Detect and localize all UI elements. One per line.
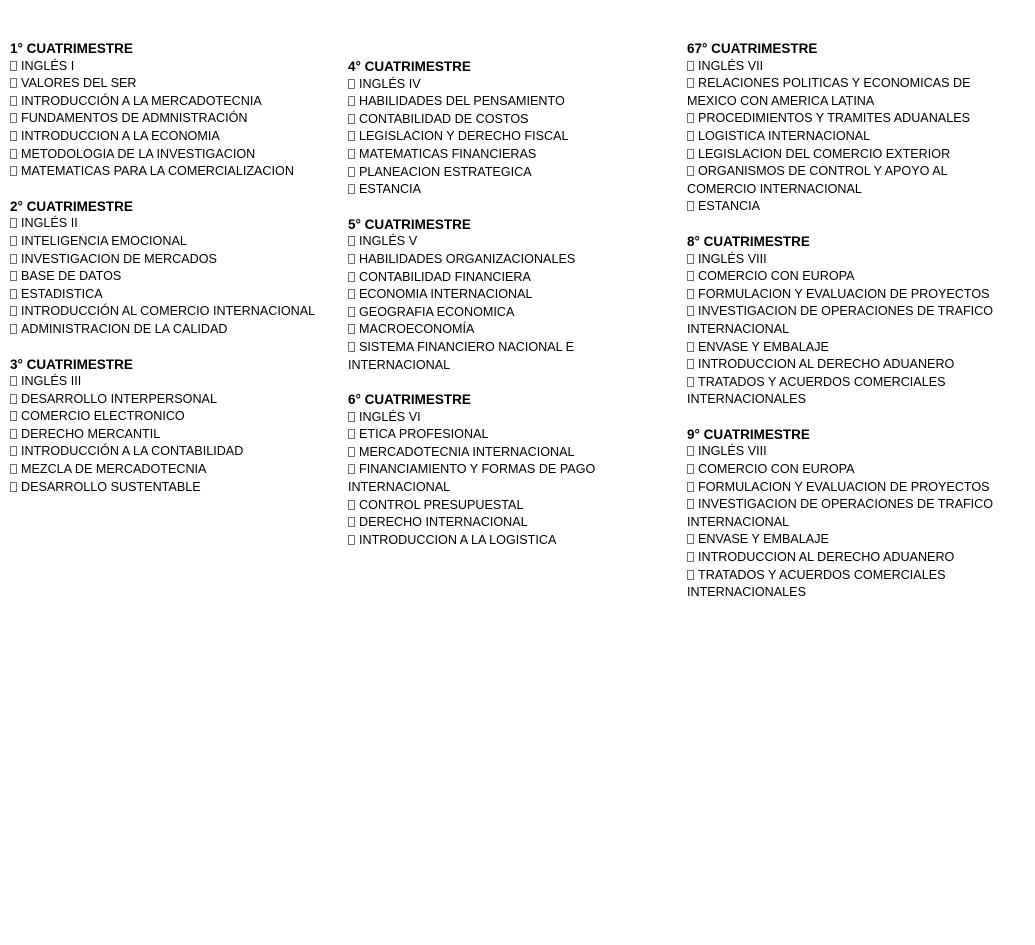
subject-label: FORMULACION Y EVALUACION DE PROYECTOS [698,286,990,301]
subject-label: MEZCLA DE MERCADOTECNIA [21,462,207,477]
term-section [348,216,673,374]
subject-item [687,531,1017,549]
subject-label: ADMINISTRACION DE LA CALIDAD [21,321,228,336]
missing-glyph-bullet-icon [10,113,17,123]
subject-item [10,303,330,321]
subject-item [687,356,1017,374]
subject-item [687,303,1017,338]
subject-item [10,93,330,111]
missing-glyph-bullet-icon [348,236,355,246]
missing-glyph-bullet-icon [10,78,17,88]
term-section [687,426,1017,602]
subject-label: ENVASE Y EMBALAJE [698,339,829,354]
subject-label: FUNDAMENTOS DE ADMNISTRACIÓN [21,111,248,126]
missing-glyph-bullet-icon [348,464,355,474]
subject-item [687,479,1017,497]
missing-glyph-bullet-icon [687,499,694,509]
missing-glyph-bullet-icon [348,96,355,106]
subject-item [10,110,330,128]
subject-label: INGLÉS VI [359,409,421,424]
subject-label: INGLÉS VII [698,58,764,73]
subject-item [348,409,673,427]
missing-glyph-bullet-icon [10,61,17,71]
subject-label: INGLÉS VIII [698,251,767,266]
subject-item [10,286,330,304]
missing-glyph-bullet-icon [10,166,17,176]
term-title: 1° CUATRIMESTRE [10,41,133,56]
missing-glyph-bullet-icon [348,412,355,422]
subject-label: MACROECONOMÍA [359,322,475,337]
term-title: 67° CUATRIMESTRE [687,41,818,56]
subject-list [10,373,330,496]
term-title: 6° CUATRIMESTRE [348,392,471,408]
subject-item [687,496,1017,531]
subject-item [348,128,673,146]
subject-item [348,321,673,339]
subject-item [10,321,330,339]
subject-label: INGLÉS VIII [698,444,767,459]
subject-label: METODOLOGIA DE LA INVESTIGACION [21,146,256,161]
missing-glyph-bullet-icon [10,464,17,474]
subject-label: CONTROL PRESUPUESTAL [359,497,524,512]
subject-label: MATEMATICAS PARA LA COMERCIALIZACION [21,164,294,179]
column-1 [10,40,330,513]
subject-label: COMERCIO CON EUROPA [698,462,855,477]
subject-item [348,286,673,304]
subject-item [10,373,330,391]
subject-item [10,479,330,497]
subject-item [687,128,1017,146]
subject-label: PROCEDIMIENTOS Y TRAMITES ADUANALES [698,111,971,126]
subject-label: TRATADOS Y ACUERDOS COMERCIALES INTERNACIONALES [687,374,946,407]
missing-glyph-bullet-icon [687,254,694,264]
subject-label: INTRODUCCION AL DERECHO ADUANERO [698,550,955,565]
subject-label: ESTANCIA [359,182,422,197]
missing-glyph-bullet-icon [348,307,355,317]
subject-label: INGLÉS III [21,374,82,389]
subject-item [348,444,673,462]
missing-glyph-bullet-icon [10,306,17,316]
subject-label: LEGISLACION DEL COMERCIO EXTERIOR [698,146,951,161]
subject-item [348,76,673,94]
missing-glyph-bullet-icon [348,289,355,299]
term-section [348,58,673,199]
missing-glyph-bullet-icon [687,113,694,123]
subject-label: MATEMATICAS FINANCIERAS [359,146,537,161]
term-section [10,40,330,181]
subject-label: ESTANCIA [698,199,761,214]
subject-item [348,426,673,444]
subject-item [348,146,673,164]
missing-glyph-bullet-icon [687,149,694,159]
term-section [687,233,1017,409]
missing-glyph-bullet-icon [10,446,17,456]
missing-glyph-bullet-icon [348,131,355,141]
missing-glyph-bullet-icon [10,236,17,246]
missing-glyph-bullet-icon [687,201,694,211]
subject-label: DESARROLLO INTERPERSONAL [21,391,217,406]
subject-item [10,75,330,93]
subject-item [687,461,1017,479]
subject-list [687,251,1017,409]
missing-glyph-bullet-icon [687,78,694,88]
subject-item [10,391,330,409]
subject-item [348,497,673,515]
term-title: 3° CUATRIMESTRE [10,356,133,372]
subject-item [687,339,1017,357]
subject-item [687,198,1017,216]
subject-item [687,146,1017,164]
subject-label: MERCADOTECNIA INTERNACIONAL [359,444,575,459]
subject-item [687,75,1017,110]
missing-glyph-bullet-icon [687,534,694,544]
subject-label: LEGISLACION Y DERECHO FISCAL [359,129,569,144]
subject-label: CONTABILIDAD FINANCIERA [359,269,531,284]
missing-glyph-bullet-icon [348,517,355,527]
subject-label: DERECHO INTERNACIONAL [359,515,528,530]
subject-item [348,514,673,532]
missing-glyph-bullet-icon [687,289,694,299]
subject-item [10,215,330,233]
subject-item [687,58,1017,76]
missing-glyph-bullet-icon [348,79,355,89]
missing-glyph-bullet-icon [10,411,17,421]
term-section [687,40,1017,216]
term-title: 8° CUATRIMESTRE [687,233,810,249]
missing-glyph-bullet-icon [687,359,694,369]
subject-item [348,304,673,322]
subject-label: INGLÉS I [21,58,75,73]
subject-label: ORGANISMOS DE CONTROL Y APOYO AL COMERCIO INTERNACIONAL [687,164,948,196]
subject-item [348,181,673,199]
subject-item [348,251,673,269]
column-3 [687,40,1017,619]
missing-glyph-bullet-icon [10,289,17,299]
subject-item [348,532,673,550]
missing-glyph-bullet-icon [348,535,355,545]
subject-label: ECONOMIA INTERNACIONAL [359,287,533,302]
subject-label: INGLÉS II [21,216,78,231]
term-section [10,356,330,497]
subject-label: INTRODUCCION AL DERECHO ADUANERO [698,357,955,372]
subject-item [687,286,1017,304]
missing-glyph-bullet-icon [10,254,17,264]
subject-list [348,76,673,199]
missing-glyph-bullet-icon [348,429,355,439]
subject-item [687,163,1017,198]
missing-glyph-bullet-icon [348,254,355,264]
subject-label: INVESTIGACION DE OPERACIONES DE TRAFICO INTERNACIONAL [687,304,994,336]
subject-list [348,409,673,550]
missing-glyph-bullet-icon [348,167,355,177]
subject-list [687,443,1017,601]
subject-item [348,111,673,129]
missing-glyph-bullet-icon [687,552,694,562]
missing-glyph-bullet-icon [10,96,17,106]
subject-label: TRATADOS Y ACUERDOS COMERCIALES INTERNACIONALES [687,567,946,600]
subject-label: HABILIDADES DEL PENSAMIENTO [359,94,565,109]
missing-glyph-bullet-icon [10,482,17,492]
missing-glyph-bullet-icon [348,324,355,334]
subject-label: FORMULACION Y EVALUACION DE PROYECTOS [698,479,990,494]
missing-glyph-bullet-icon [687,61,694,71]
subject-label: ENVASE Y EMBALAJE [698,532,829,547]
subject-item [348,164,673,182]
missing-glyph-bullet-icon [348,447,355,457]
subject-item [10,461,330,479]
missing-glyph-bullet-icon [348,114,355,124]
term-title: 2° CUATRIMESTRE [10,198,133,214]
subject-label: SISTEMA FINANCIERO NACIONAL E INTERNACIONAL [348,339,575,372]
column-2 [348,58,673,566]
missing-glyph-bullet-icon [348,272,355,282]
missing-glyph-bullet-icon [687,377,694,387]
subject-item [687,110,1017,128]
subject-label: INTRODUCCIÓN A LA CONTABILIDAD [21,444,244,459]
subject-item [687,268,1017,286]
missing-glyph-bullet-icon [687,166,694,176]
subject-item [10,146,330,164]
subject-item [10,163,330,181]
subject-label: DESARROLLO SUSTENTABLE [21,479,201,494]
subject-label: RELACIONES POLITICAS Y ECONOMICAS DE MEXICO CON AMERICA LATINA [687,76,971,108]
subject-label: INTRODUCCION A LA ECONOMIA [21,128,220,143]
subject-list [348,233,673,374]
missing-glyph-bullet-icon [10,376,17,386]
subject-label: CONTABILIDAD DE COSTOS [359,111,529,126]
missing-glyph-bullet-icon [10,218,17,228]
subject-label: LOGISTICA INTERNACIONAL [698,128,871,143]
term-title: 5° CUATRIMESTRE [348,216,471,232]
missing-glyph-bullet-icon [10,324,17,334]
subject-item [348,269,673,287]
missing-glyph-bullet-icon [10,271,17,281]
subject-item [10,268,330,286]
missing-glyph-bullet-icon [10,131,17,141]
subject-label: INTRODUCCION A LA LOGISTICA [359,532,557,547]
missing-glyph-bullet-icon [687,464,694,474]
subject-item [10,128,330,146]
missing-glyph-bullet-icon [348,342,355,352]
subject-list [687,58,1017,216]
subject-item [687,549,1017,567]
subject-item [10,233,330,251]
subject-label: ETICA PROFESIONAL [359,427,489,442]
subject-label: FINANCIAMIENTO Y FORMAS DE PAGO INTERNACIONAL [348,462,596,495]
subject-label: INTRODUCCIÓN A LA MERCADOTECNIA [21,93,262,108]
subject-item [10,58,330,76]
missing-glyph-bullet-icon [687,342,694,352]
subject-item [687,567,1017,602]
missing-glyph-bullet-icon [687,271,694,281]
subject-label: INVESTIGACION DE MERCADOS [21,251,217,266]
missing-glyph-bullet-icon [687,446,694,456]
missing-glyph-bullet-icon [348,149,355,159]
subject-item [687,374,1017,409]
missing-glyph-bullet-icon [10,149,17,159]
subject-item [348,233,673,251]
missing-glyph-bullet-icon [687,482,694,492]
subject-label: INGLÉS V [359,234,418,249]
missing-glyph-bullet-icon [687,306,694,316]
subject-list [10,58,330,181]
subject-list [10,215,330,338]
subject-label: INGLÉS IV [359,76,421,91]
subject-item [687,251,1017,269]
subject-item [348,339,673,374]
subject-item [10,251,330,269]
term-section [10,198,330,339]
subject-label: INTELIGENCIA EMOCIONAL [21,233,187,248]
subject-label: PLANEACION ESTRATEGICA [359,164,532,179]
subject-label: COMERCIO CON EUROPA [698,269,855,284]
subject-label: HABILIDADES ORGANIZACIONALES [359,251,576,266]
subject-label: VALORES DEL SER [21,76,137,91]
missing-glyph-bullet-icon [687,570,694,580]
subject-item [10,443,330,461]
subject-label: BASE DE DATOS [21,269,122,284]
subject-label: ESTADISTICA [21,286,103,301]
missing-glyph-bullet-icon [348,184,355,194]
subject-label: INTRODUCCIÓN AL COMERCIO INTERNACIONAL [21,304,316,319]
subject-item [10,408,330,426]
term-section [348,391,673,549]
subject-label: INVESTIGACION DE OPERACIONES DE TRAFICO INTERNACIONAL [687,497,994,529]
subject-item [10,426,330,444]
subject-label: DERECHO MERCANTIL [21,426,161,441]
term-title: 4° CUATRIMESTRE [348,59,471,74]
missing-glyph-bullet-icon [687,131,694,141]
missing-glyph-bullet-icon [10,394,17,404]
missing-glyph-bullet-icon [10,429,17,439]
term-title: 9° CUATRIMESTRE [687,426,810,442]
subject-label: GEOGRAFIA ECONOMICA [359,304,515,319]
missing-glyph-bullet-icon [348,500,355,510]
subject-item [687,443,1017,461]
subject-label: COMERCIO ELECTRONICO [21,409,185,424]
subject-item [348,93,673,111]
subject-item [348,461,673,496]
